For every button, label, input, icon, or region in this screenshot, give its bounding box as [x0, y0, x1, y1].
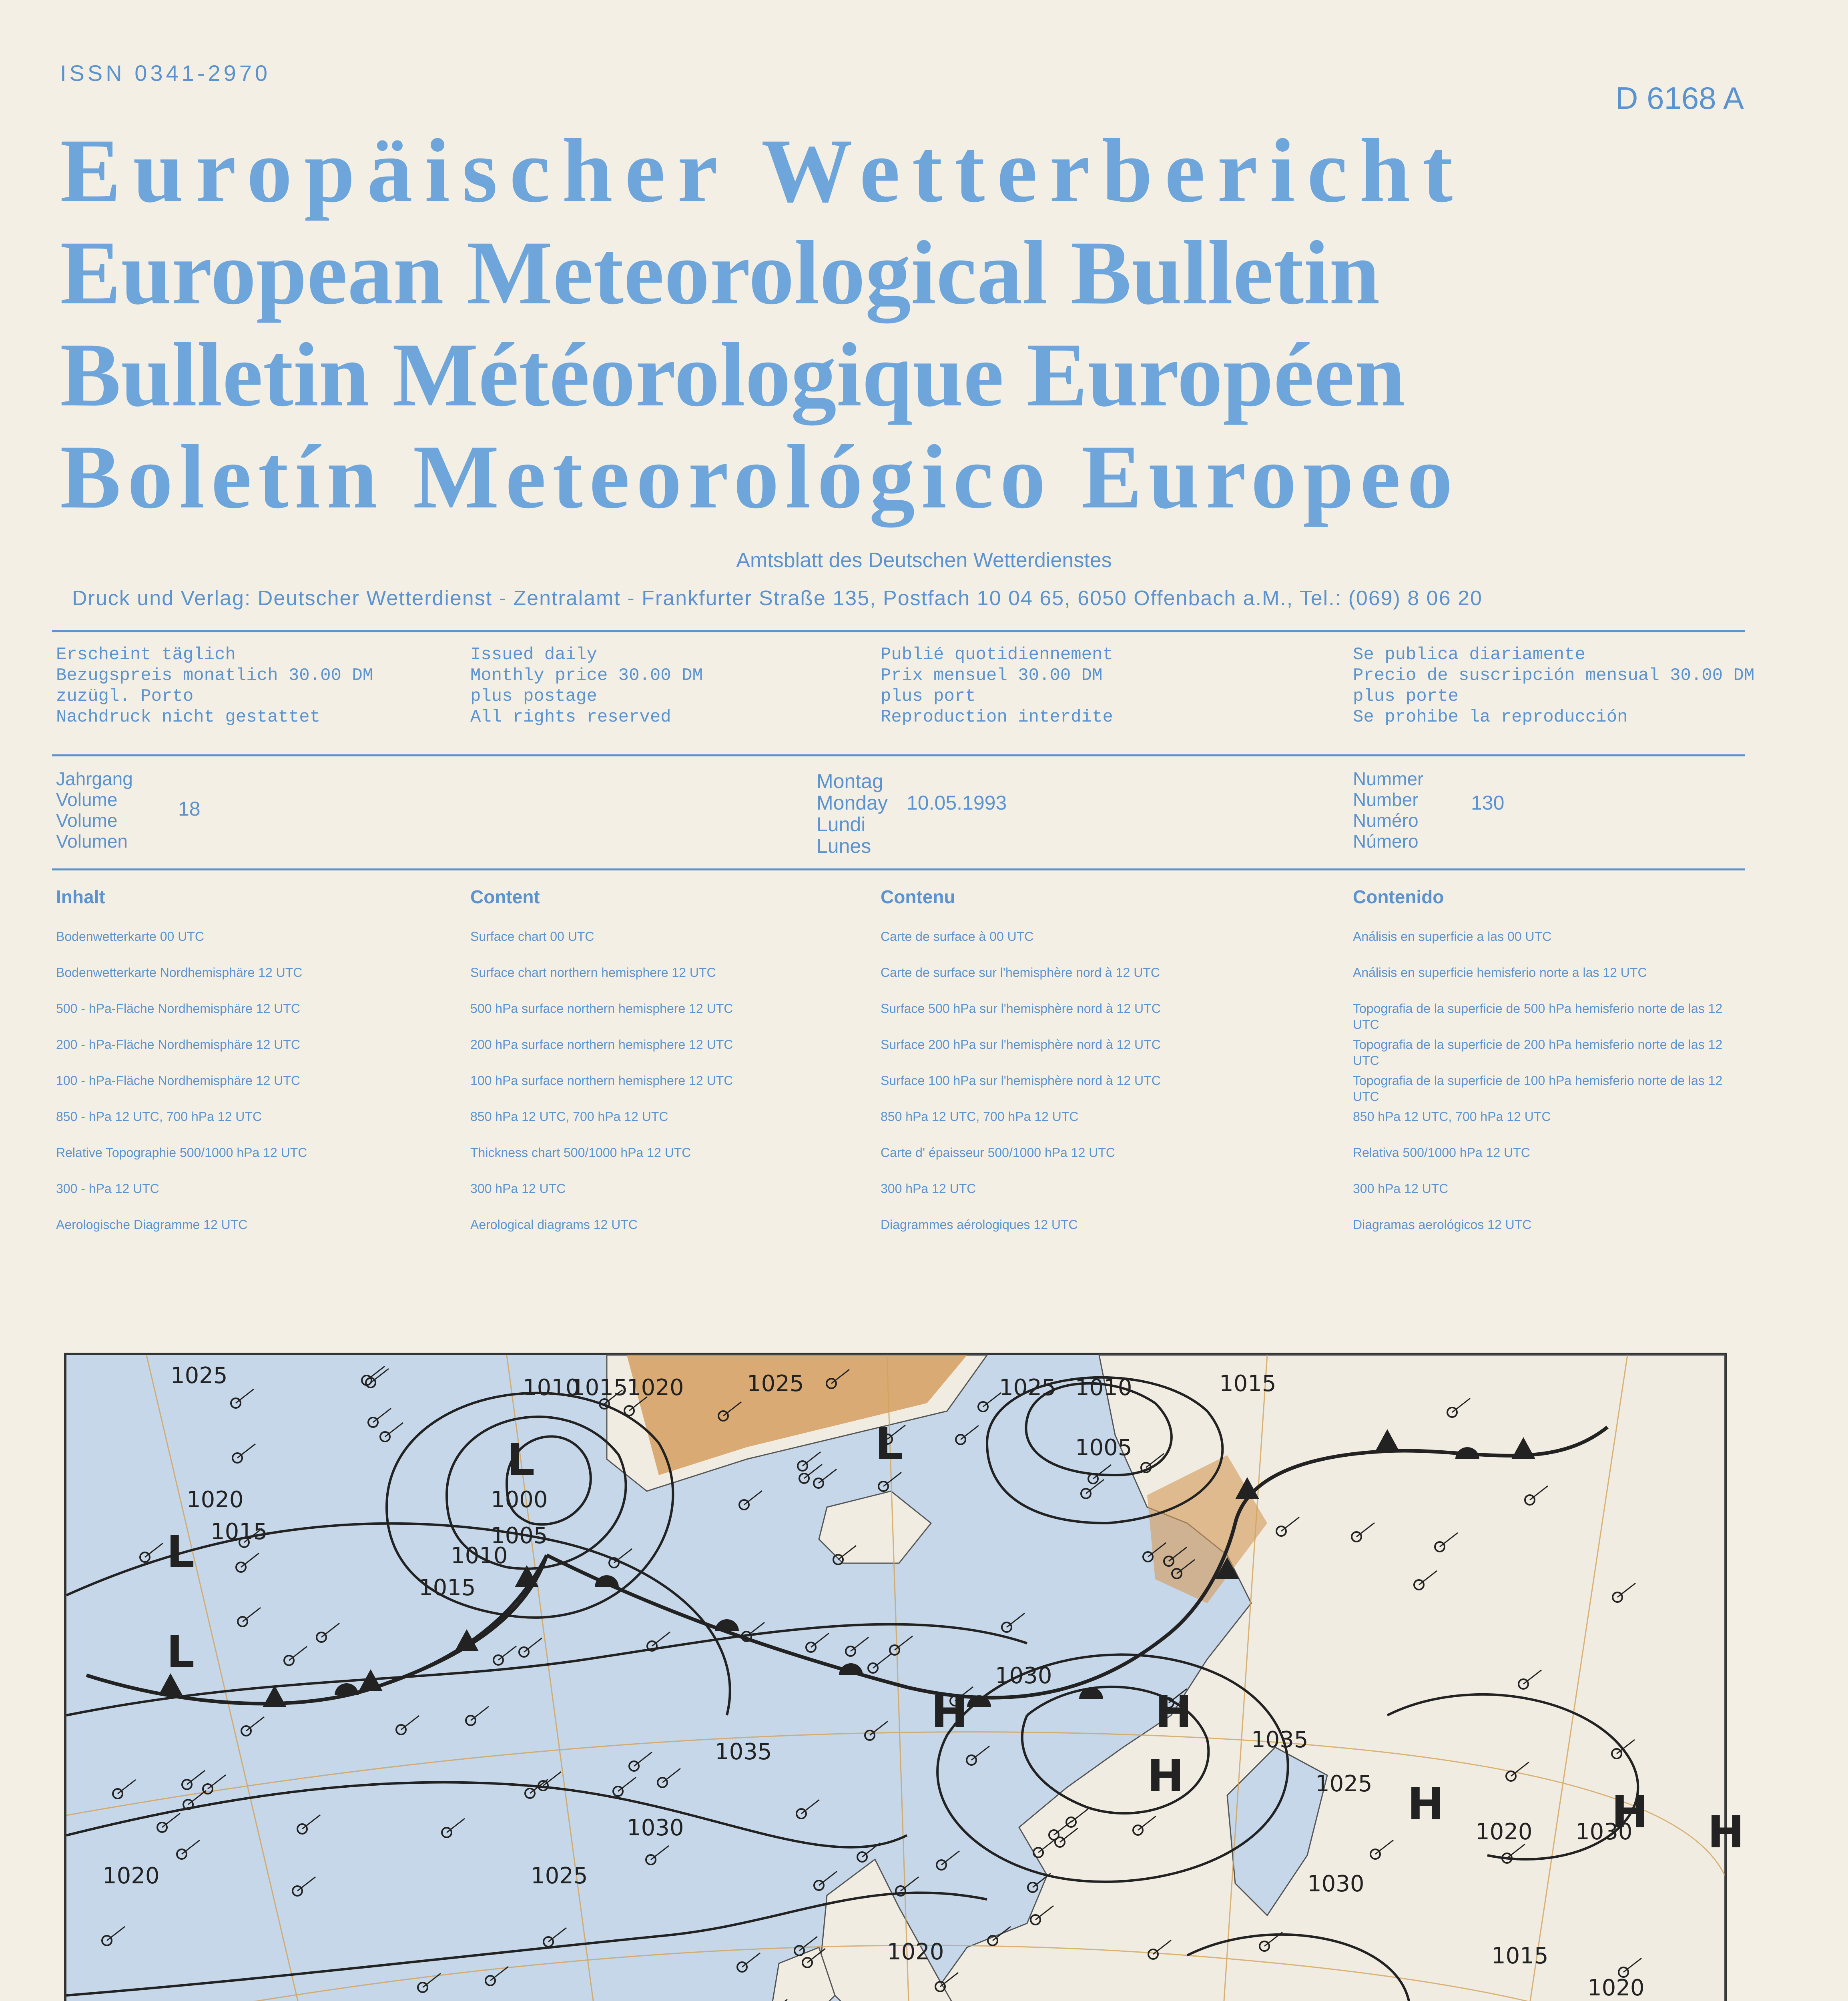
isobar-label: 1030 [995, 1663, 1052, 1689]
high-pressure-marker: H [1147, 1750, 1184, 1802]
high-pressure-marker: H [1708, 1807, 1745, 1858]
isobar-label: 1005 [491, 1523, 548, 1549]
issue-date: 10.05.1993 [907, 792, 1007, 814]
contents-item: Bodenwetterkarte Nordhemisphäre 12 UTC [56, 965, 303, 980]
map-canvas [66, 1355, 1745, 2001]
contents-item: Surface chart northern hemisphere 12 UTC [470, 965, 716, 980]
subscription-en: Issued daily Monthly price 30.00 DM plus postage All rights reserved [470, 645, 703, 727]
isobar-label: 1025 [999, 1375, 1056, 1401]
isobar-label: 1020 [1587, 1975, 1645, 2001]
day-labels-fr-es: Lundi Lunes [817, 813, 871, 857]
volume-labels: Jahrgang Volume Volume Volumen [56, 768, 133, 852]
isobar-label: 1025 [531, 1863, 588, 1889]
isobar-label: 1020 [1475, 1819, 1533, 1845]
title-english: European Meteorological Bulletin [60, 223, 1380, 323]
contents-item: Carte de surface à 00 UTC [881, 929, 1034, 944]
number-value: 130 [1471, 792, 1505, 814]
low-pressure-marker: L [507, 1434, 535, 1486]
high-pressure-marker: H [1155, 1686, 1192, 1738]
masthead [60, 120, 1749, 528]
high-pressure-marker: H [1407, 1778, 1445, 1830]
isobar-label: 1000 [491, 1487, 548, 1513]
contents-item: Topografia de la superficie de 100 hPa hemisferio norte de las 12 UTC [1353, 1073, 1723, 1104]
number-labels: Nummer Number Numéro Número [1353, 768, 1424, 852]
isobar-label: 1010 [523, 1375, 580, 1401]
isobar-label: 1025 [747, 1371, 804, 1397]
contents-item: 100 hPa surface northern hemisphere 12 UTC [470, 1073, 733, 1088]
contents-item: 100 - hPa-Fläche Nordhemisphäre 12 UTC [56, 1073, 301, 1088]
isobar-label: 1020 [187, 1487, 244, 1513]
contents-item: 200 - hPa-Fläche Nordhemisphäre 12 UTC [56, 1037, 301, 1052]
volume-value: 18 [178, 798, 201, 820]
contents-header-en: Content [470, 886, 540, 907]
contents-item: Surface 200 hPa sur l'hemisphère nord à 12 UTC [881, 1037, 1161, 1052]
contents-item: Relative Topographie 500/1000 hPa 12 UTC [56, 1145, 307, 1160]
contents-item: Surface 500 hPa sur l'hemisphère nord à 12 UTC [881, 1001, 1161, 1016]
isobar-label: 1030 [1307, 1871, 1364, 1897]
contents-item: 500 - hPa-Fläche Nordhemisphäre 12 UTC [56, 1001, 301, 1016]
high-pressure-marker: H [931, 1686, 968, 1738]
contents-item: Diagramas aerológicos 12 UTC [1353, 1217, 1532, 1232]
high-pressure-marker: H [1611, 1786, 1649, 1838]
isobar-label: 1010 [1075, 1375, 1132, 1401]
isobar-label: 1020 [627, 1375, 684, 1401]
contents-item: 850 hPa 12 UTC, 700 hPa 12 UTC [1353, 1109, 1551, 1124]
contents-item: Aerological diagrams 12 UTC [470, 1217, 638, 1232]
contents-item: 300 hPa 12 UTC [470, 1181, 566, 1196]
isobar-label: 1010 [451, 1543, 508, 1569]
contents-header-es: Contenido [1353, 886, 1444, 907]
contents-item: 850 - hPa 12 UTC, 700 hPa 12 UTC [56, 1109, 262, 1124]
isobar-label: 1015 [571, 1375, 628, 1401]
isobar-label: 1015 [211, 1519, 268, 1545]
contents-item: Aerologische Diagramme 12 UTC [56, 1217, 248, 1232]
contents-item: Surface chart 00 UTC [470, 929, 594, 944]
isobar-label: 1020 [102, 1863, 160, 1889]
day-label-de: Montag [817, 770, 883, 792]
divider [52, 754, 1745, 756]
contents-item: Carte de surface sur l'hemisphère nord à 12 UTC [881, 965, 1160, 980]
isobar-label: 1015 [1491, 1943, 1549, 1969]
low-pressure-marker: L [167, 1626, 195, 1678]
contents-item: 200 hPa surface northern hemisphere 12 UTC [470, 1037, 733, 1052]
subscription-es: Se publica diariamente Precio de suscripción mensual 30.00 DM plus porte Se prohibe la reproducción [1353, 645, 1755, 727]
contents-item: 500 hPa surface northern hemisphere 12 UTC [470, 1001, 733, 1016]
contents-item: Topografia de la superficie de 200 hPa hemisferio norte de las 12 UTC [1353, 1037, 1723, 1068]
isobar-label: 1035 [715, 1739, 772, 1765]
contents-item: Análisis en superficie a las 00 UTC [1353, 929, 1552, 944]
isobar-label: 1015 [1219, 1371, 1276, 1397]
contents-item: Carte d' épaisseur 500/1000 hPa 12 UTC [881, 1145, 1116, 1160]
isobar-label: 1005 [1075, 1435, 1132, 1461]
contents-item: 850 hPa 12 UTC, 700 hPa 12 UTC [881, 1109, 1079, 1124]
contents-header-de: Inhalt [56, 886, 105, 907]
isobar-label: 1025 [1315, 1771, 1372, 1797]
contents-item: Bodenwetterkarte 00 UTC [56, 929, 204, 944]
contents-item: 300 hPa 12 UTC [1353, 1181, 1449, 1196]
isobar-label: 1015 [419, 1575, 476, 1601]
publisher-line: Druck und Verlag: Deutscher Wetterdienst - Zentralamt - Frankfurter Straße 135, Postfach 10 04 65, 6050 Offenbach a.M., Tel.: (069) 8 06 20 [72, 587, 1483, 610]
isobar-label: 1030 [627, 1815, 684, 1841]
official-gazette-line: Amtsblatt des Deutschen Wetterdienstes [736, 549, 1112, 572]
low-pressure-marker: L [167, 1526, 195, 1578]
contents-item: Diagrammes aérologiques 12 UTC [881, 1217, 1078, 1232]
contents-item: Surface 100 hPa sur l'hemisphère nord à 12 UTC [881, 1073, 1161, 1088]
isobar-label: 1025 [171, 1363, 228, 1389]
contents-item: Thickness chart 500/1000 hPa 12 UTC [470, 1145, 691, 1160]
divider [52, 630, 1745, 632]
title-spanish: Boletín Meteorológico Europeo [60, 427, 1459, 527]
document-number: D 6168 A [1615, 80, 1744, 116]
contents-header-fr: Contenu [881, 886, 955, 907]
contents-item: Relativa 500/1000 hPa 12 UTC [1353, 1145, 1530, 1160]
issn-number: ISSN 0341-2970 [60, 60, 271, 86]
isobar-label: 1030 [1575, 1819, 1633, 1845]
contents-item: Topografia de la superficie de 500 hPa hemisferio norte de las 12 UTC [1353, 1001, 1723, 1032]
contents-item: Análisis en superficie hemisferio norte a las 12 UTC [1353, 965, 1647, 980]
title-german: Europäischer Wetterbericht [60, 120, 1465, 221]
surface-weather-map [64, 1353, 1745, 2001]
contents-item: 300 hPa 12 UTC [881, 1181, 976, 1196]
subscription-fr: Publié quotidiennement Prix mensuel 30.00 DM plus port Reproduction interdite [881, 645, 1113, 727]
isobar-label: 1035 [1251, 1727, 1308, 1753]
divider [52, 868, 1745, 870]
day-label-en: Monday [817, 792, 888, 814]
contents-item: 300 - hPa 12 UTC [56, 1181, 159, 1196]
contents-item: 850 hPa 12 UTC, 700 hPa 12 UTC [470, 1109, 668, 1124]
subscription-de: Erscheint täglich Bezugspreis monatlich 30.00 DM zuzügl. Porto Nachdruck nicht gestattet [56, 645, 373, 727]
low-pressure-marker: L [875, 1418, 903, 1470]
title-french: Bulletin Météorologique Européen [60, 325, 1405, 425]
isobar-label: 1020 [887, 1939, 944, 1965]
